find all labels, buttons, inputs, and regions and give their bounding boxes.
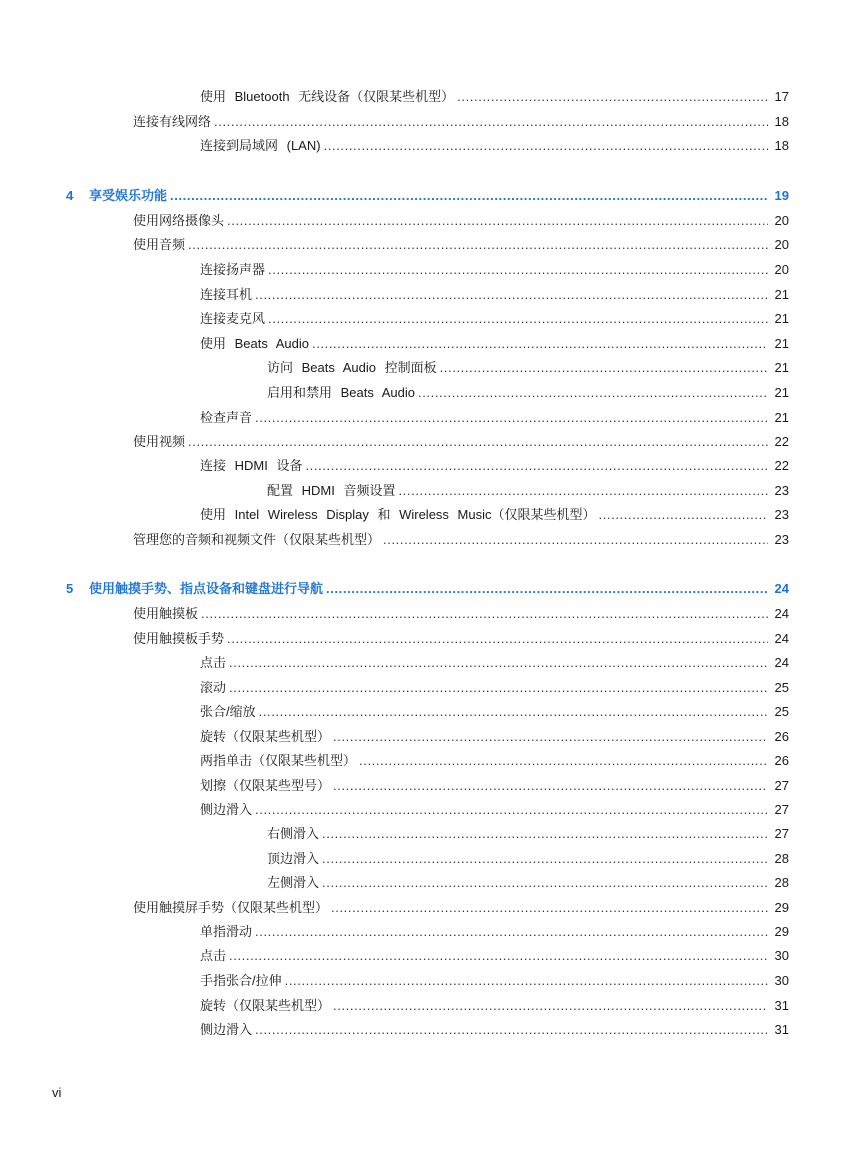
toc-entry[interactable] [200, 800, 789, 820]
dot-leader [229, 946, 768, 966]
toc-entry-page: 30 [774, 948, 789, 963]
dot-leader [170, 186, 768, 206]
toc-entry-title: 连接扬声器 [200, 262, 266, 277]
toc-row [0, 87, 868, 107]
dot-leader [268, 260, 768, 280]
toc-chapter-title: 使用触摸手势、指点设备和键盘进行导航 [89, 581, 324, 596]
toc-row [0, 653, 868, 673]
toc-entry[interactable] [200, 678, 789, 698]
toc-entry[interactable] [267, 849, 789, 869]
toc-row [0, 1020, 868, 1040]
toc-row [0, 334, 868, 354]
toc-entry-title: 使用视频 [133, 434, 186, 449]
toc-entry-title: 使用 Bluetooth 无线设备（仅限某些机型） [200, 89, 455, 104]
toc-row [0, 235, 868, 255]
toc-entry-page: 17 [774, 89, 789, 104]
toc-entry[interactable] [200, 309, 789, 329]
toc-entry[interactable] [200, 653, 789, 673]
toc-entry[interactable] [133, 898, 789, 918]
toc-entry-title: 右侧滑入 [267, 826, 320, 841]
toc-entry[interactable] [133, 235, 789, 255]
toc-entry-title: 侧边滑入 [200, 1022, 253, 1037]
dot-leader [383, 530, 768, 550]
toc-row [0, 946, 868, 966]
toc-entry-page: 26 [774, 729, 789, 744]
dot-leader [333, 776, 768, 796]
toc-row [0, 456, 868, 476]
toc-entry-title: 访问 Beats Audio 控制面板 [267, 360, 437, 375]
toc-chapter-row [0, 186, 868, 206]
dot-leader [322, 824, 768, 844]
toc-entry-page: 24 [774, 606, 789, 621]
toc-entry-title: 张合/缩放 [200, 704, 256, 719]
toc-entry-title: 旋转（仅限某些机型） [200, 729, 331, 744]
dot-leader [201, 604, 768, 624]
toc-chapter-entry[interactable] [89, 579, 789, 599]
toc-row [0, 776, 868, 796]
toc-row [0, 996, 868, 1016]
toc-entry-title: 点击 [200, 655, 227, 670]
toc-entry[interactable] [200, 971, 789, 991]
dot-leader [440, 358, 768, 378]
toc-entry[interactable] [200, 456, 789, 476]
toc-entry-title: 点击 [200, 948, 227, 963]
chapter-number: 4 [66, 188, 74, 203]
toc-entry-title: 连接有线网络 [133, 114, 212, 129]
dot-leader [599, 505, 769, 525]
toc-entry-page: 23 [774, 507, 789, 522]
toc-entry-title: 单指滑动 [200, 924, 253, 939]
toc-entry-page: 24 [774, 631, 789, 646]
toc-entry-page: 22 [774, 434, 789, 449]
toc-entry-page: 31 [774, 1022, 789, 1037]
dot-leader [255, 408, 768, 428]
dot-leader [333, 727, 768, 747]
toc-entry-title: 管理您的音频和视频文件（仅限某些机型） [133, 532, 381, 547]
toc-entry-title: 使用触摸板 [133, 606, 199, 621]
toc-entry-title: 划擦（仅限某些型号） [200, 778, 331, 793]
toc-entry[interactable] [200, 922, 789, 942]
toc-entry[interactable] [200, 702, 789, 722]
toc-row [0, 309, 868, 329]
toc-row [0, 898, 868, 918]
dot-leader [255, 1020, 768, 1040]
toc-entry[interactable] [133, 432, 789, 452]
dot-leader [418, 383, 768, 403]
toc-entry-page: 29 [774, 924, 789, 939]
chapter-number: 5 [66, 581, 74, 596]
toc-entry[interactable] [200, 260, 789, 280]
toc-entry-page: 25 [774, 704, 789, 719]
toc-entry-page: 23 [774, 532, 789, 547]
dot-leader [227, 629, 768, 649]
toc-entry-title: 连接麦克风 [200, 311, 266, 326]
toc-entry-title: 两指单击（仅限某些机型） [200, 753, 357, 768]
toc-row [0, 678, 868, 698]
toc-entry-page: 23 [774, 483, 789, 498]
toc-entry-title: 使用 Beats Audio [200, 336, 309, 351]
toc-entry[interactable] [200, 727, 789, 747]
toc-row [0, 383, 868, 403]
toc-row [0, 971, 868, 991]
toc-entry-title: 使用音频 [133, 237, 186, 252]
toc-chapter-title: 享受娱乐功能 [89, 188, 168, 203]
dot-leader [326, 579, 768, 599]
dot-leader [188, 235, 768, 255]
toc-entry[interactable] [133, 112, 789, 132]
toc-entry-title: 启用和禁用 Beats Audio [267, 385, 415, 400]
toc-chapter-entry[interactable] [89, 186, 789, 206]
dot-leader [255, 285, 768, 305]
toc-row [0, 432, 868, 452]
dot-leader [398, 481, 768, 501]
toc-entry[interactable] [200, 776, 789, 796]
toc-row [0, 922, 868, 942]
toc-entry-title: 使用触摸屏手势（仅限某些机型） [133, 900, 329, 915]
toc-chapter-page: 19 [774, 188, 789, 203]
toc-chapter-row [0, 579, 868, 599]
toc-row [0, 112, 868, 132]
dot-leader [333, 996, 768, 1016]
toc-row [0, 800, 868, 820]
toc-entry-title: 使用 Intel Wireless Display 和 Wireless Music（仅限某些机型） [200, 507, 596, 522]
toc-entry[interactable] [200, 408, 789, 428]
toc-row [0, 727, 868, 747]
dot-leader [188, 432, 768, 452]
dot-leader [331, 898, 768, 918]
toc-entry-page: 27 [774, 826, 789, 841]
toc-row [0, 408, 868, 428]
toc-entry[interactable] [200, 946, 789, 966]
toc-row [0, 136, 868, 156]
toc-entry[interactable] [133, 530, 789, 550]
dot-leader [259, 702, 768, 722]
toc-row [0, 604, 868, 624]
toc-entry-page: 24 [774, 655, 789, 670]
toc-row [0, 702, 868, 722]
toc-entry-page: 18 [774, 138, 789, 153]
dot-leader [324, 136, 768, 156]
toc-row [0, 629, 868, 649]
toc-entry[interactable] [200, 136, 789, 156]
toc-entry-page: 30 [774, 973, 789, 988]
toc-entry-title: 连接到局域网 (LAN) [200, 138, 321, 153]
dot-leader [457, 87, 768, 107]
toc-entry[interactable] [267, 383, 789, 403]
toc-row [0, 358, 868, 378]
dot-leader [229, 653, 768, 673]
toc-entry-title: 连接 HDMI 设备 [200, 458, 303, 473]
toc-entry-title: 滚动 [200, 680, 227, 695]
dot-leader [268, 309, 768, 329]
toc-entry[interactable] [267, 481, 789, 501]
toc-entry-title: 检查声音 [200, 410, 253, 425]
toc-row [0, 530, 868, 550]
dot-leader [255, 922, 768, 942]
toc-entry[interactable] [200, 751, 789, 771]
toc-row [0, 505, 868, 525]
toc-row [0, 873, 868, 893]
toc-entry[interactable] [133, 211, 789, 231]
toc-row [0, 751, 868, 771]
toc-row [0, 849, 868, 869]
page-number: vi [52, 1085, 62, 1100]
toc-row [0, 824, 868, 844]
toc-entry[interactable] [267, 824, 789, 844]
toc-chapter-page: 24 [774, 581, 789, 596]
toc-entry-title: 侧边滑入 [200, 802, 253, 817]
toc-entry[interactable] [200, 334, 789, 354]
toc-entry-title: 配置 HDMI 音频设置 [267, 483, 396, 498]
toc-entry[interactable] [200, 505, 789, 525]
dot-leader [229, 678, 768, 698]
toc-entry-title: 连接耳机 [200, 287, 253, 302]
toc-row [0, 481, 868, 501]
dot-leader [214, 112, 768, 132]
toc-entry[interactable] [133, 604, 789, 624]
toc-entry-title: 左侧滑入 [267, 875, 320, 890]
toc-row [0, 260, 868, 280]
toc-entry-title: 旋转（仅限某些机型） [200, 998, 331, 1013]
toc-row [0, 285, 868, 305]
toc-entry-page: 21 [774, 336, 789, 351]
dot-leader [312, 334, 768, 354]
dot-leader [227, 211, 768, 231]
toc-entry[interactable] [200, 996, 789, 1016]
dot-leader [322, 849, 768, 869]
toc-entry-page: 25 [774, 680, 789, 695]
toc-entry[interactable] [200, 1020, 789, 1040]
dot-leader [322, 873, 768, 893]
toc-entry-page: 27 [774, 778, 789, 793]
toc-entry[interactable] [267, 873, 789, 893]
toc-entry-page: 31 [774, 998, 789, 1013]
toc-entry-page: 20 [774, 237, 789, 252]
toc-entry-page: 21 [774, 410, 789, 425]
toc-entry-title: 手指张合/拉伸 [200, 973, 282, 988]
toc-entry[interactable] [133, 629, 789, 649]
dot-leader [285, 971, 768, 991]
toc-entry-page: 27 [774, 802, 789, 817]
toc-entry-title: 使用网络摄像头 [133, 213, 225, 228]
dot-leader [305, 456, 768, 476]
toc-entry-page: 22 [774, 458, 789, 473]
toc-entry-page: 21 [774, 360, 789, 375]
toc-entry-page: 29 [774, 900, 789, 915]
toc-entry-page: 21 [774, 385, 789, 400]
dot-leader [255, 800, 768, 820]
toc-entry-page: 28 [774, 851, 789, 866]
toc-entry[interactable] [200, 285, 789, 305]
toc-entry-page: 21 [774, 287, 789, 302]
toc-entry[interactable] [200, 87, 789, 107]
toc-entry-page: 28 [774, 875, 789, 890]
toc-row [0, 211, 868, 231]
toc-entry-page: 21 [774, 311, 789, 326]
toc-entry-page: 18 [774, 114, 789, 129]
toc-entry-page: 26 [774, 753, 789, 768]
toc-entry-title: 顶边滑入 [267, 851, 320, 866]
toc-entry-page: 20 [774, 262, 789, 277]
toc-entry-title: 使用触摸板手势 [133, 631, 225, 646]
toc-entry-page: 20 [774, 213, 789, 228]
toc-entry[interactable] [267, 358, 789, 378]
dot-leader [359, 751, 768, 771]
